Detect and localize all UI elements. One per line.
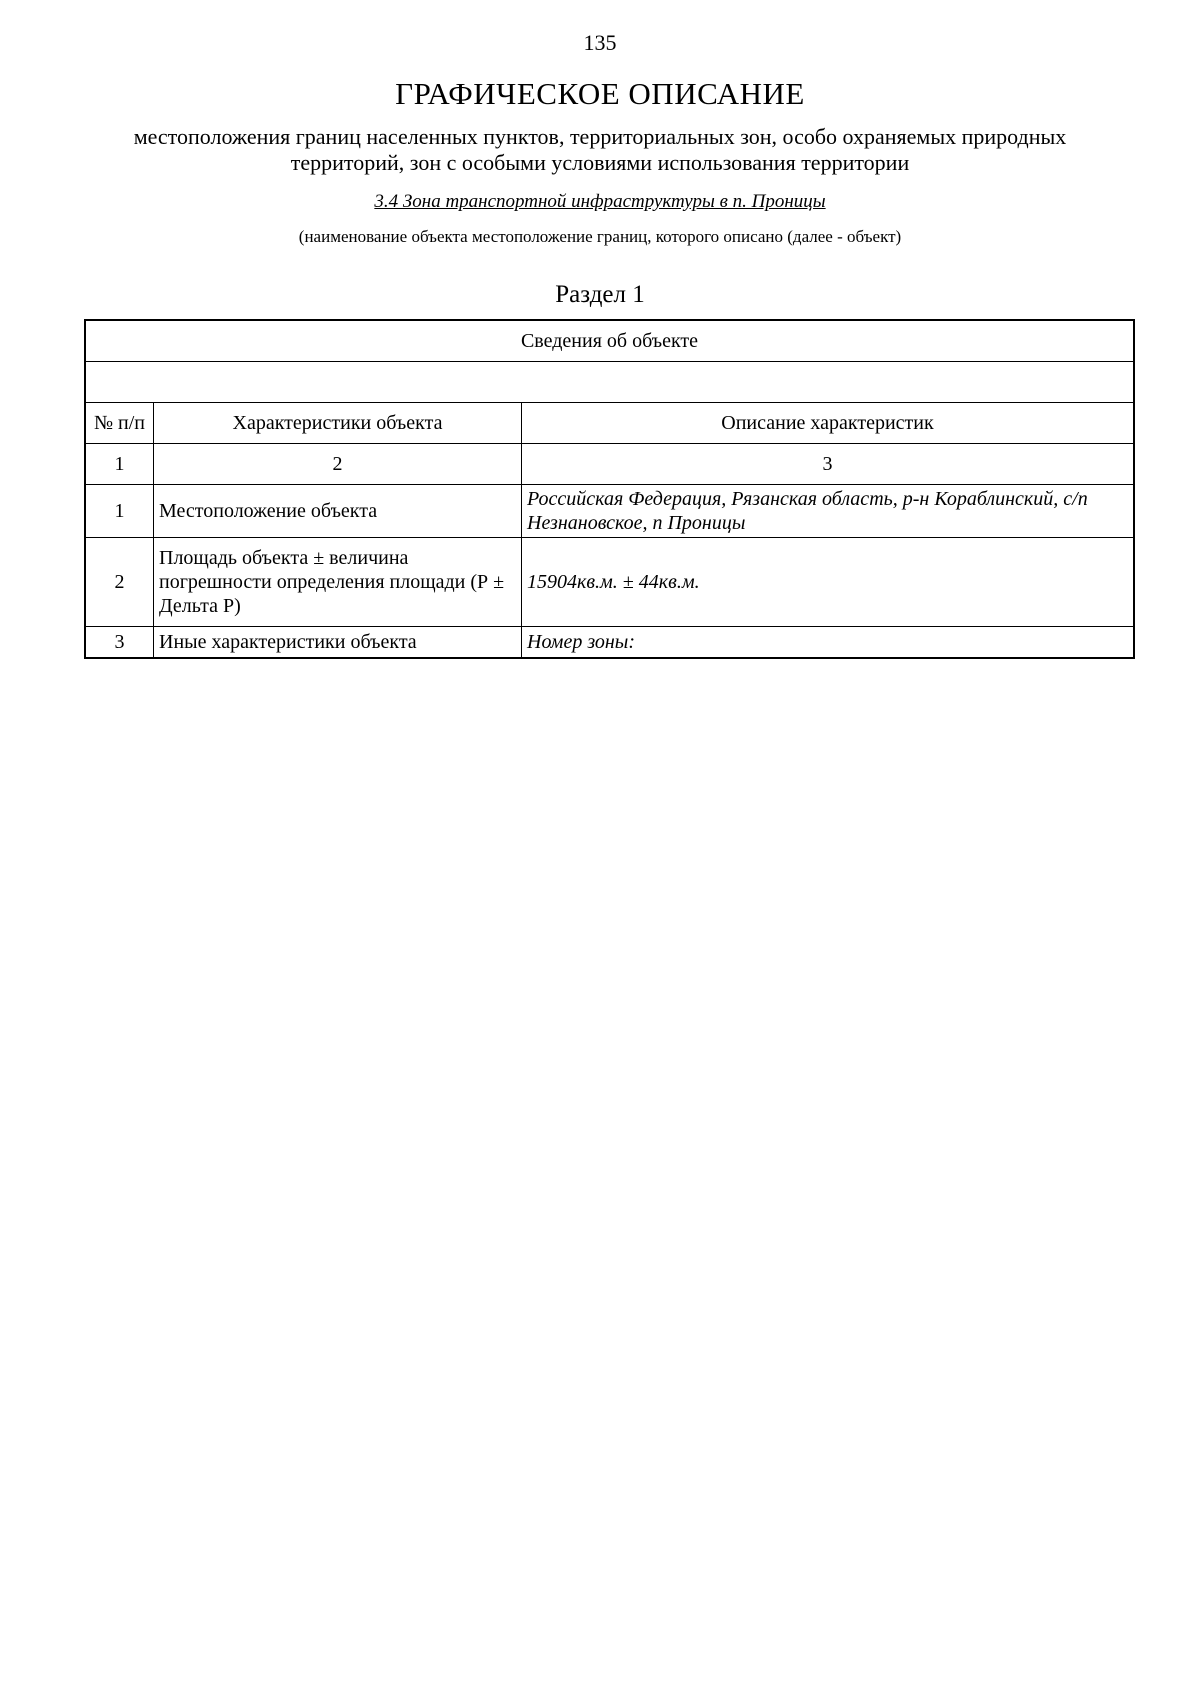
object-caption: (наименование объекта местоположение границ, которого описано (далее - объект) <box>298 227 902 246</box>
document-subtitle: местоположения границ населенных пунктов, территориальных зон, особо охраняемых природных территорий, зон с особыми условиями использования территории <box>133 124 1067 175</box>
row-num: 1 <box>85 485 154 538</box>
row-characteristic: Местоположение объекта <box>154 485 522 538</box>
document-title: ГРАФИЧЕСКОЕ ОПИСАНИЕ <box>395 76 805 111</box>
table-heading-row <box>85 320 1134 362</box>
table-row <box>85 627 1134 659</box>
row-description: Номер зоны: <box>522 627 1135 659</box>
row-num: 2 <box>85 538 154 627</box>
object-name <box>0 191 1200 213</box>
table-column-number-row <box>85 444 1134 485</box>
object-name-text: 3.4 Зона транспортной инфраструктуры в п. Проницы <box>374 191 826 212</box>
page-number: 135 <box>583 30 617 55</box>
column-header-characteristic: Характеристики объекта <box>154 403 522 444</box>
row-characteristic: Площадь объекта ± величина погрешности определения площади (Р ± Дельта Р) <box>154 538 522 627</box>
row-description: Российская Федерация, Рязанская область, р-н Кораблинский, с/п Незнановское, п Проницы <box>522 485 1135 538</box>
table-column-header-row <box>85 403 1134 444</box>
column-number-2: 2 <box>154 444 522 485</box>
row-characteristic: Иные характеристики объекта <box>154 627 522 659</box>
section-title: Раздел 1 <box>555 281 645 308</box>
object-info-table <box>84 319 1135 659</box>
table-empty-row <box>85 362 1134 403</box>
column-number-1: 1 <box>85 444 154 485</box>
column-number-3: 3 <box>522 444 1135 485</box>
row-num: 3 <box>85 627 154 659</box>
column-header-num: № п/п <box>85 403 154 444</box>
column-header-description: Описание характеристик <box>522 403 1135 444</box>
table-empty-cell <box>85 362 1134 403</box>
row-description: 15904кв.м. ± 44кв.м. <box>522 538 1135 627</box>
table-heading: Сведения об объекте <box>85 320 1134 362</box>
table-row <box>85 485 1134 538</box>
table-row <box>85 538 1134 627</box>
